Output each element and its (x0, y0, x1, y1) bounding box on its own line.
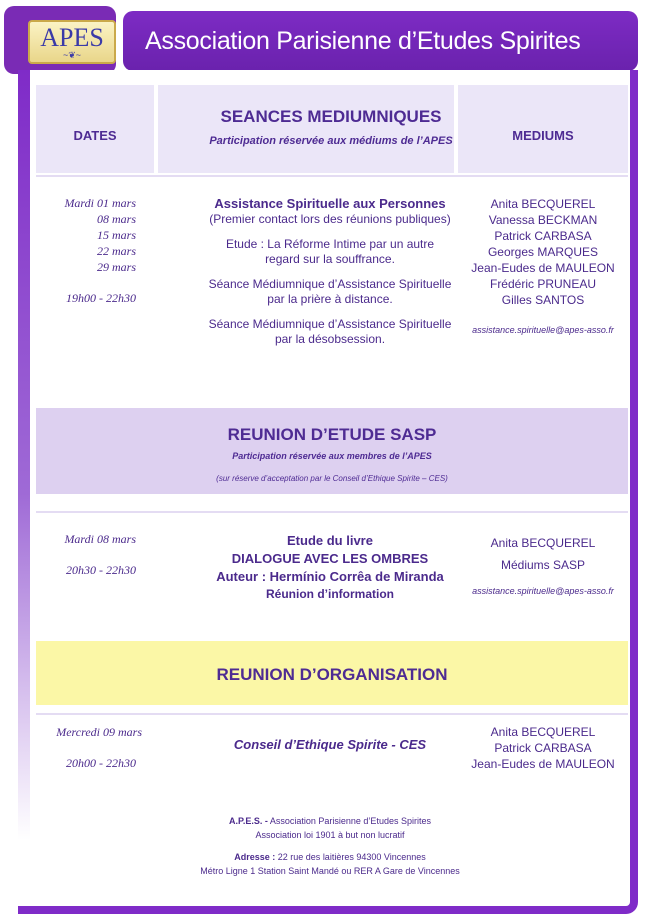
section2-title: REUNION D’ETUDE SASP (227, 425, 437, 444)
medium-name: Jean-Eudes de MAULEON (471, 757, 615, 771)
contact-email-link[interactable]: assistance.spirituelle@apes-asso.fr (472, 586, 614, 596)
separator (36, 713, 628, 715)
book-author: Auteur : Hermínio Corrêa de Miranda (216, 569, 444, 584)
logo-text: APES (40, 23, 104, 52)
activity-line: Etude : La Réforme Intime par un autre (225, 237, 435, 251)
activity-line: Séance Médiumnique d’Assistance Spirituelle (208, 277, 452, 291)
frame-left-gradient (18, 70, 30, 840)
activity-line: Séance Médiumnique d’Assistance Spirituelle (208, 317, 452, 331)
date-item: 22 mars (96, 244, 136, 258)
footer-org-line (60, 816, 600, 826)
date-item: 08 mars (96, 212, 136, 226)
logo-flourish-icon: ~❦~ (62, 50, 82, 60)
footer-address-line (60, 852, 600, 862)
medium-name: Georges MARQUES (487, 245, 599, 259)
footer-org-abbr: A.P.E.S. - (229, 816, 268, 826)
section2-mediums (458, 532, 628, 576)
activity-line: par la désobsession. (274, 332, 386, 346)
activity-line: Réunion d’information (266, 587, 394, 601)
footer-transport: Métro Ligne 1 Station Saint Mandé ou RER A Gare de Vincennes (200, 866, 460, 876)
contact-email-link[interactable]: assistance.spirituelle@apes-asso.fr (472, 325, 614, 335)
footer-address-label: Adresse : (234, 852, 276, 862)
medium-name: Vanessa BECKMAN (488, 213, 598, 227)
time-range: 20h00 - 22h30 (66, 756, 136, 770)
section2-subtitle: Participation réservée aux membres de l’APES (232, 451, 432, 461)
medium-name: Médiums SASP (500, 558, 586, 572)
date-item: 29 mars (96, 260, 136, 274)
medium-name: Anita BECQUEREL (490, 536, 596, 550)
page-title: Association Parisienne d’Etudes Spirites (145, 26, 581, 55)
section1-title: SEANCES MEDIUMNIQUES (220, 107, 442, 126)
activity-line: regard sur la souffrance. (265, 252, 395, 266)
section1-subtitle: Participation réservée aux médiums de l’APES (209, 135, 453, 147)
medium-name: Patrick CARBASA (494, 229, 592, 243)
section2-note: (sur réserve d’acceptation par le Conseil d’Ethique Spirite – CES) (216, 474, 448, 483)
footer-legal: Association loi 1901 à but non lucratif (255, 830, 405, 840)
medium-name: Jean-Eudes de MAULEON (471, 261, 615, 275)
footer-address: 22 rue des laitières 94300 Vincennes (275, 852, 426, 862)
date-item: Mercredi 09 mars (56, 725, 142, 739)
activity-line: Etude du livre (287, 533, 373, 548)
section3-dates (36, 724, 142, 771)
medium-name: Gilles SANTOS (501, 293, 585, 307)
section3-title: REUNION D’ORGANISATION (216, 665, 448, 684)
activity-title: Assistance Spirituelle aux Personnes (214, 196, 446, 211)
separator (36, 511, 628, 513)
title-bar (123, 11, 638, 71)
date-item: 15 mars (96, 228, 136, 242)
mediums-header: MEDIUMS (512, 128, 574, 143)
time-range: 19h00 - 22h30 (66, 291, 136, 305)
logo-container (4, 6, 116, 74)
column-divider (154, 85, 158, 173)
medium-name: Anita BECQUEREL (490, 197, 596, 211)
time-range: 20h30 - 22h30 (66, 563, 136, 577)
apes-logo (28, 20, 116, 64)
dates-header: DATES (73, 128, 117, 143)
section3-activity: Conseil d’Ethique Spirite - CES (233, 737, 427, 752)
medium-name: Patrick CARBASA (494, 741, 592, 755)
footer-org-name: Association Parisienne d’Etudes Spirites (267, 816, 431, 826)
section3-mediums (458, 724, 628, 772)
separator (36, 175, 628, 177)
activity-line: par la prière à distance. (267, 292, 393, 306)
date-item: Mardi 01 mars (64, 196, 136, 210)
activity-detail: (Premier contact lors des réunions publiques) (209, 212, 451, 226)
medium-name: Frédéric PRUNEAU (489, 277, 597, 291)
date-item: Mardi 08 mars (64, 532, 136, 546)
book-title: DIALOGUE AVEC LES OMBRES (231, 551, 429, 566)
medium-name: Anita BECQUEREL (490, 725, 596, 739)
section1-dates (36, 195, 136, 306)
section1-mediums (458, 196, 628, 308)
section2-dates (36, 531, 136, 578)
